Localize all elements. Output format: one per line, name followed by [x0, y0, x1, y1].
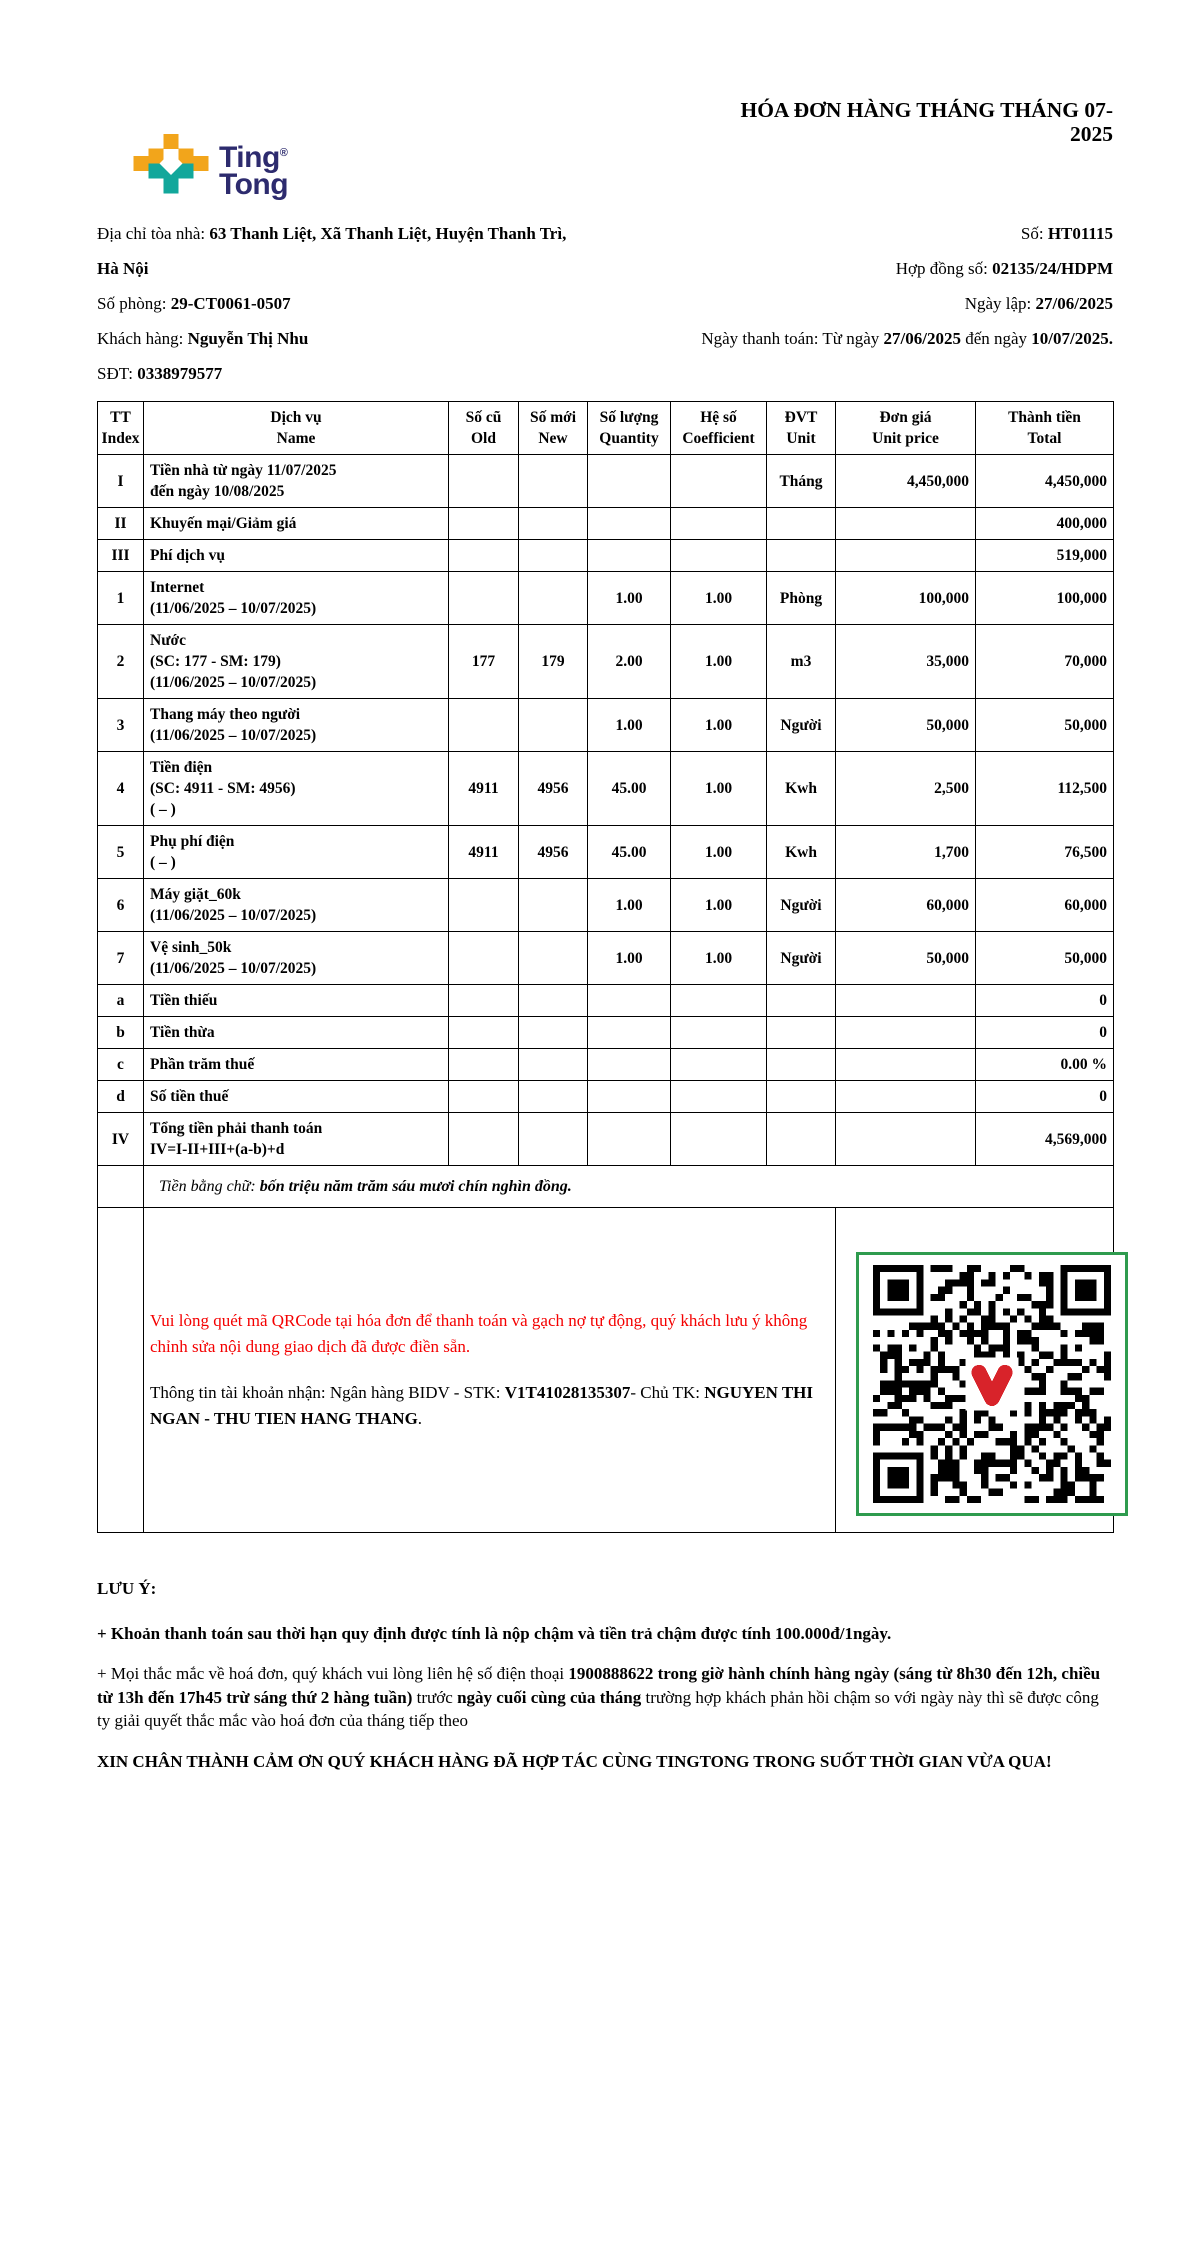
cell-unit — [767, 1113, 836, 1166]
cell-qty — [588, 1049, 671, 1081]
tingtong-logo-icon — [133, 134, 209, 196]
cell-qty: 1.00 — [588, 699, 671, 752]
cell — [98, 1208, 144, 1533]
info-left-column — [97, 216, 577, 391]
footer-notes — [97, 1577, 1113, 1773]
cell-name: Thang máy theo người (11/06/2025 – 10/07/2025) — [144, 699, 449, 752]
cell-index: 4 — [98, 752, 144, 826]
cell-old — [449, 1017, 519, 1049]
cell-price — [836, 1017, 976, 1049]
cell-coef — [671, 1113, 767, 1166]
cell-price — [836, 508, 976, 540]
table-row — [98, 625, 1114, 699]
cell-coef: 1.00 — [671, 826, 767, 879]
cell-name: Tiền điện (SC: 4911 - SM: 4956) ( – ) — [144, 752, 449, 826]
cell-coef — [671, 508, 767, 540]
cell-price: 4,450,000 — [836, 455, 976, 508]
cell-total: 0.00 % — [976, 1049, 1114, 1081]
cell-total: 519,000 — [976, 540, 1114, 572]
cell-index: 2 — [98, 625, 144, 699]
tingtong-logo — [133, 134, 289, 201]
cell-qty — [588, 1113, 671, 1166]
cell-qty: 1.00 — [588, 932, 671, 985]
cell-index: 5 — [98, 826, 144, 879]
cell-index: a — [98, 985, 144, 1017]
info-line: Ngày thanh toán: Từ ngày 27/06/2025 đến ngày 10/07/2025. — [701, 329, 1113, 348]
cell-total: 0 — [976, 1081, 1114, 1113]
bank-account-info: Thông tin tài khoản nhận: Ngân hàng BIDV - STK: V1T41028135307- Chủ TK: NGUYEN THI NGAN - THU TIEN HANG THANG. — [150, 1383, 814, 1428]
info-line: Khách hàng: Nguyễn Thị Nhu — [97, 329, 309, 348]
cell-name: Tổng tiền phải thanh toán IV=I-II+III+(a-b)+d — [144, 1113, 449, 1166]
cell-new — [519, 1049, 588, 1081]
cell-unit — [767, 1081, 836, 1113]
cell-coef: 1.00 — [671, 752, 767, 826]
cell-old — [449, 572, 519, 625]
cell-index: II — [98, 508, 144, 540]
column-header: Thành tiền Total — [976, 402, 1114, 455]
cell-name: Phần trăm thuế — [144, 1049, 449, 1081]
invoice-title: HÓA ĐƠN HÀNG THÁNG THÁNG 07- 2025 — [740, 98, 1113, 146]
cell-price — [836, 1081, 976, 1113]
cell-total: 70,000 — [976, 625, 1114, 699]
cell-name: Số tiền thuế — [144, 1081, 449, 1113]
note-contact: + Mọi thắc mắc về hoá đơn, quý khách vui lòng liên hệ số điện thoại 1900888622 trong giờ hành chính hàng ngày (sáng từ 8h30 đến 12h, chiều từ 13h đến 17h45 trừ sáng thứ 2 hàng tuần) trước ngày cuối cùng của tháng trường hợp khách phản hồi chậm so với ngày này thì sẽ được công ty giải quyết thắc mắc vào hoá đơn của tháng tiếp theo — [97, 1664, 1101, 1730]
notes-heading: LƯU Ý: — [97, 1579, 157, 1598]
cell-old: 4911 — [449, 752, 519, 826]
cell-qty: 2.00 — [588, 625, 671, 699]
table-row — [98, 1113, 1114, 1166]
cell-name: Phí dịch vụ — [144, 540, 449, 572]
cell-unit: Phòng — [767, 572, 836, 625]
cell-coef: 1.00 — [671, 572, 767, 625]
cell-old: 4911 — [449, 826, 519, 879]
column-header: Số lượng Quantity — [588, 402, 671, 455]
table-row — [98, 455, 1114, 508]
cell-name: Máy giặt_60k (11/06/2025 – 10/07/2025) — [144, 879, 449, 932]
cell-price — [836, 540, 976, 572]
cell-coef: 1.00 — [671, 625, 767, 699]
amount-in-words-row — [98, 1166, 1114, 1208]
cell-new — [519, 540, 588, 572]
info-line: Số: HT01115 — [1020, 224, 1113, 243]
payment-instructions — [144, 1208, 836, 1533]
info-line: Địa chỉ tòa nhà: 63 Thanh Liệt, Xã Thanh Liệt, Huyện Thanh Trì, — [97, 224, 567, 243]
cell-new — [519, 508, 588, 540]
cell-new — [519, 1017, 588, 1049]
cell-old — [449, 1049, 519, 1081]
cell-index: 7 — [98, 932, 144, 985]
cell-price: 1,700 — [836, 826, 976, 879]
cell-new — [519, 455, 588, 508]
cell-unit — [767, 508, 836, 540]
column-header: TT Index — [98, 402, 144, 455]
cell-coef: 1.00 — [671, 699, 767, 752]
table-row — [98, 1049, 1114, 1081]
cell-qty: 45.00 — [588, 826, 671, 879]
cell-coef — [671, 1049, 767, 1081]
cell-index: 3 — [98, 699, 144, 752]
table-row — [98, 879, 1114, 932]
cell-price — [836, 985, 976, 1017]
cell-new: 4956 — [519, 752, 588, 826]
cell-name: Tiền nhà từ ngày 11/07/2025 đến ngày 10/08/2025 — [144, 455, 449, 508]
cell-price: 35,000 — [836, 625, 976, 699]
info-line: Hợp đồng số: 02135/24/HDPM — [895, 259, 1113, 278]
cell-total: 0 — [976, 985, 1114, 1017]
table-row — [98, 508, 1114, 540]
qr-row — [98, 1208, 1114, 1533]
cell-unit — [767, 540, 836, 572]
qr-code-frame — [856, 1252, 1128, 1516]
cell-old — [449, 879, 519, 932]
cell-price: 50,000 — [836, 699, 976, 752]
amount-in-words: Tiền bằng chữ: bốn triệu năm trăm sáu mươi chín nghìn đồng. — [144, 1166, 1114, 1208]
cell-unit: m3 — [767, 625, 836, 699]
table-row — [98, 1017, 1114, 1049]
cell-unit — [767, 985, 836, 1017]
qr-notice-red: Vui lòng quét mã QRCode tại hóa đơn để thanh toán và gạch nợ tự động, quý khách lưu ý không chỉnh sửa nội dung giao dịch đã được điền sẵn. — [150, 1311, 808, 1356]
cell-new — [519, 1081, 588, 1113]
cell-old — [449, 455, 519, 508]
cell-index: I — [98, 455, 144, 508]
cell-old — [449, 1113, 519, 1166]
info-line: Hà Nội — [97, 259, 149, 278]
invoice-info — [97, 216, 1113, 391]
cell-price: 50,000 — [836, 932, 976, 985]
cell-name: Vệ sinh_50k (11/06/2025 – 10/07/2025) — [144, 932, 449, 985]
cell-qty: 1.00 — [588, 879, 671, 932]
cell-unit: Kwh — [767, 752, 836, 826]
cell-name: Phụ phí điện ( – ) — [144, 826, 449, 879]
table-row — [98, 932, 1114, 985]
column-header: Dịch vụ Name — [144, 402, 449, 455]
cell-qty — [588, 508, 671, 540]
cell-new: 179 — [519, 625, 588, 699]
cell-index: d — [98, 1081, 144, 1113]
cell-old — [449, 985, 519, 1017]
info-line: Số phòng: 29-CT0061-0507 — [97, 294, 291, 313]
cell-coef: 1.00 — [671, 932, 767, 985]
table-row — [98, 752, 1114, 826]
cell-index: IV — [98, 1113, 144, 1166]
table-header-row — [98, 402, 1114, 455]
qr-cell — [836, 1208, 1114, 1533]
cell-qty — [588, 1081, 671, 1113]
table-row — [98, 699, 1114, 752]
cell-price: 60,000 — [836, 879, 976, 932]
table-row — [98, 985, 1114, 1017]
cell-price: 100,000 — [836, 572, 976, 625]
cell-name: Khuyến mại/Giảm giá — [144, 508, 449, 540]
cell — [98, 1166, 144, 1208]
cell-total: 100,000 — [976, 572, 1114, 625]
cell-total: 0 — [976, 1017, 1114, 1049]
cell-price: 2,500 — [836, 752, 976, 826]
cell-qty — [588, 985, 671, 1017]
cell-old — [449, 699, 519, 752]
cell-total: 4,450,000 — [976, 455, 1114, 508]
cell-unit: Người — [767, 932, 836, 985]
cell-total: 50,000 — [976, 932, 1114, 985]
table-row — [98, 1081, 1114, 1113]
table-row — [98, 540, 1114, 572]
tingtong-wordmark: Ting® Tong — [219, 141, 289, 201]
cell-name: Nước (SC: 177 - SM: 179) (11/06/2025 – 10/07/2025) — [144, 625, 449, 699]
column-header: Đơn giá Unit price — [836, 402, 976, 455]
cell-unit — [767, 1049, 836, 1081]
cell-total: 400,000 — [976, 508, 1114, 540]
column-header: ĐVT Unit — [767, 402, 836, 455]
cell-qty — [588, 540, 671, 572]
cell-coef: 1.00 — [671, 879, 767, 932]
qr-code — [873, 1265, 1111, 1503]
cell-coef — [671, 985, 767, 1017]
cell-price — [836, 1049, 976, 1081]
column-header: Số cũ Old — [449, 402, 519, 455]
cell-new — [519, 879, 588, 932]
cell-old — [449, 1081, 519, 1113]
cell-new — [519, 572, 588, 625]
cell-new — [519, 932, 588, 985]
cell-price — [836, 1113, 976, 1166]
column-header: Số mới New — [519, 402, 588, 455]
cell-old — [449, 540, 519, 572]
cell-index: III — [98, 540, 144, 572]
thanks-note: XIN CHÂN THÀNH CẢM ƠN QUÝ KHÁCH HÀNG ĐÃ HỢP TÁC CÙNG TINGTONG TRONG SUỐT THỜI GIAN VỪA QUA! — [97, 1751, 1052, 1771]
info-line: Ngày lập: 27/06/2025 — [964, 294, 1113, 313]
cell-old — [449, 508, 519, 540]
cell-index: 1 — [98, 572, 144, 625]
cell-old — [449, 932, 519, 985]
cell-new — [519, 699, 588, 752]
cell-coef — [671, 540, 767, 572]
cell-coef — [671, 455, 767, 508]
cell-coef — [671, 1081, 767, 1113]
cell-new: 4956 — [519, 826, 588, 879]
cell-qty — [588, 455, 671, 508]
info-line: SĐT: 0338979577 — [97, 364, 223, 383]
cell-total: 112,500 — [976, 752, 1114, 826]
table-row — [98, 572, 1114, 625]
column-header: Hệ số Coefficient — [671, 402, 767, 455]
cell-qty: 1.00 — [588, 572, 671, 625]
table-row — [98, 826, 1114, 879]
cell-name: Tiền thiếu — [144, 985, 449, 1017]
cell-old: 177 — [449, 625, 519, 699]
cell-total: 4,569,000 — [976, 1113, 1114, 1166]
cell-unit: Kwh — [767, 826, 836, 879]
invoice-header — [97, 96, 1113, 201]
cell-unit — [767, 1017, 836, 1049]
invoice-content — [97, 0, 1113, 1790]
cell-total: 60,000 — [976, 879, 1114, 932]
cell-unit: Tháng — [767, 455, 836, 508]
cell-total: 50,000 — [976, 699, 1114, 752]
note-late-fee: + Khoản thanh toán sau thời hạn quy định được tính là nộp chậm và tiền trả chậm được tính 100.000đ/1ngày. — [97, 1623, 892, 1643]
cell-qty — [588, 1017, 671, 1049]
invoice-table — [97, 401, 1114, 1533]
cell-index: b — [98, 1017, 144, 1049]
cell-total: 76,500 — [976, 826, 1114, 879]
cell-index: 6 — [98, 879, 144, 932]
cell-new — [519, 985, 588, 1017]
cell-name: Internet (11/06/2025 – 10/07/2025) — [144, 572, 449, 625]
info-right-column — [577, 216, 1113, 391]
cell-qty: 45.00 — [588, 752, 671, 826]
cell-unit: Người — [767, 699, 836, 752]
cell-unit: Người — [767, 879, 836, 932]
cell-new — [519, 1113, 588, 1166]
cell-coef — [671, 1017, 767, 1049]
registered-mark: ® — [279, 147, 288, 159]
cell-name: Tiền thừa — [144, 1017, 449, 1049]
cell-index: c — [98, 1049, 144, 1081]
